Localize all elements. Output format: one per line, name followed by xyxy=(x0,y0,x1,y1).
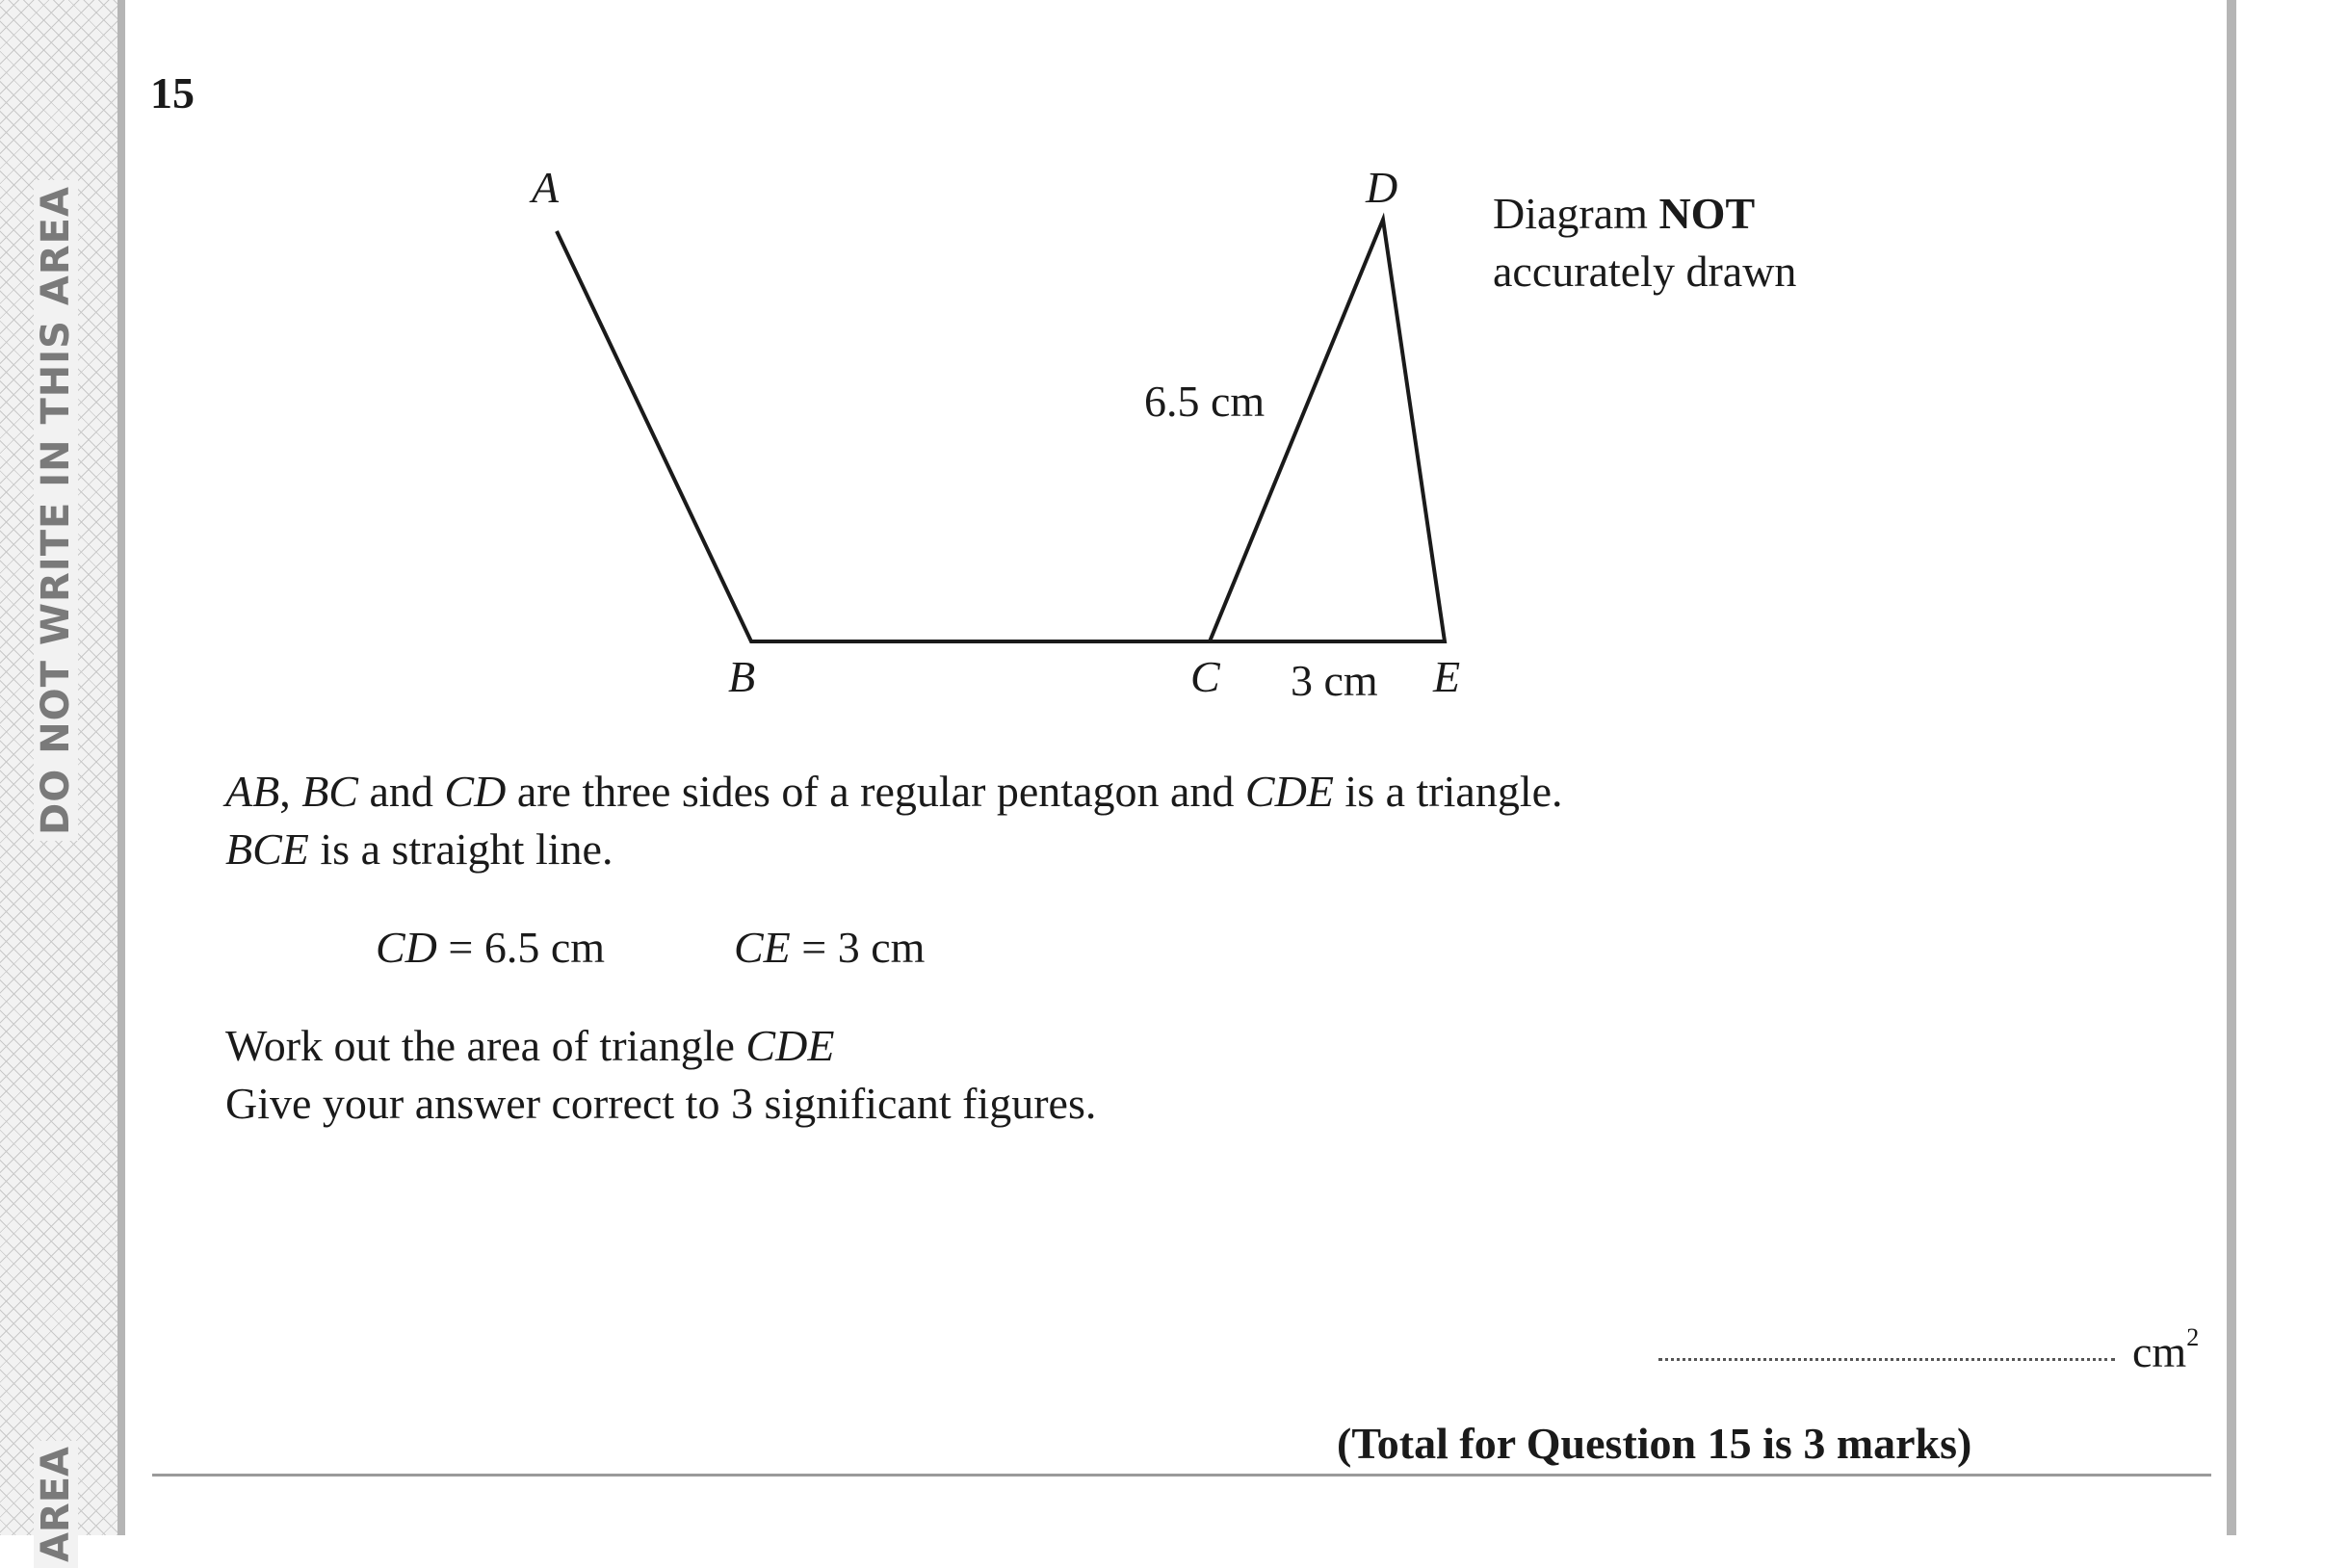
margin-warning-label-partial: AREA xyxy=(34,1441,78,1568)
answer-unit-text: cm xyxy=(2132,1327,2187,1376)
var-bce: BCE xyxy=(225,824,309,874)
question-divider xyxy=(152,1474,2211,1477)
diagram-accuracy-note xyxy=(1493,185,1796,301)
triangle-cde xyxy=(1210,220,1445,641)
length-label-cd: 6.5 cm xyxy=(1144,377,1266,426)
answer-unit-power: 2 xyxy=(2186,1323,2200,1351)
text-segment: are three sides of a regular pentagon and xyxy=(506,767,1245,816)
point-label-c: C xyxy=(1190,652,1220,701)
question-statement-line2 xyxy=(225,821,613,878)
text-segment: and xyxy=(357,767,445,816)
given-ce xyxy=(734,919,925,977)
note-line2: accurately drawn xyxy=(1493,247,1797,296)
var-bc: BC xyxy=(301,767,358,816)
answer-unit xyxy=(2132,1323,2199,1377)
note-line1-bold: NOT xyxy=(1658,189,1756,238)
var-cde: CDE xyxy=(745,1021,835,1070)
question-statement-line1 xyxy=(225,763,1563,821)
var-cd: CD xyxy=(444,767,507,816)
total-marks: (Total for Question 15 is 3 marks) xyxy=(1337,1419,1972,1468)
text-segment: , xyxy=(279,767,302,816)
line-ab-bc xyxy=(557,231,1210,641)
given-cd-value: = 6.5 cm xyxy=(436,923,606,972)
given-ce-value: = 3 cm xyxy=(790,923,926,972)
note-line1-prefix: Diagram xyxy=(1493,189,1659,238)
point-label-e: E xyxy=(1433,652,1461,701)
pentagon-triangle-diagram xyxy=(0,0,2349,732)
question-number: 15 xyxy=(150,68,195,118)
text-segment: is a triangle. xyxy=(1333,767,1563,816)
point-label-a: A xyxy=(532,163,560,212)
work-out-text: Work out the area of triangle xyxy=(225,1021,746,1070)
var-ab: AB xyxy=(225,767,280,816)
instruction-work-out xyxy=(225,1017,834,1075)
given-ce-var: CE xyxy=(734,923,791,972)
length-label-ce: 3 cm xyxy=(1291,656,1378,705)
text-segment: is a straight line. xyxy=(308,824,613,874)
margin-warning-label: DO NOT WRITE IN THIS AREA xyxy=(34,180,78,841)
given-cd-var: CD xyxy=(376,923,437,972)
given-cd xyxy=(376,919,605,977)
point-label-d: D xyxy=(1366,163,1398,212)
instruction-sig-figs: Give your answer correct to 3 significant figures. xyxy=(225,1079,1097,1128)
point-label-b: B xyxy=(728,652,756,701)
answer-line[interactable] xyxy=(1658,1358,2115,1361)
var-cde: CDE xyxy=(1244,767,1334,816)
